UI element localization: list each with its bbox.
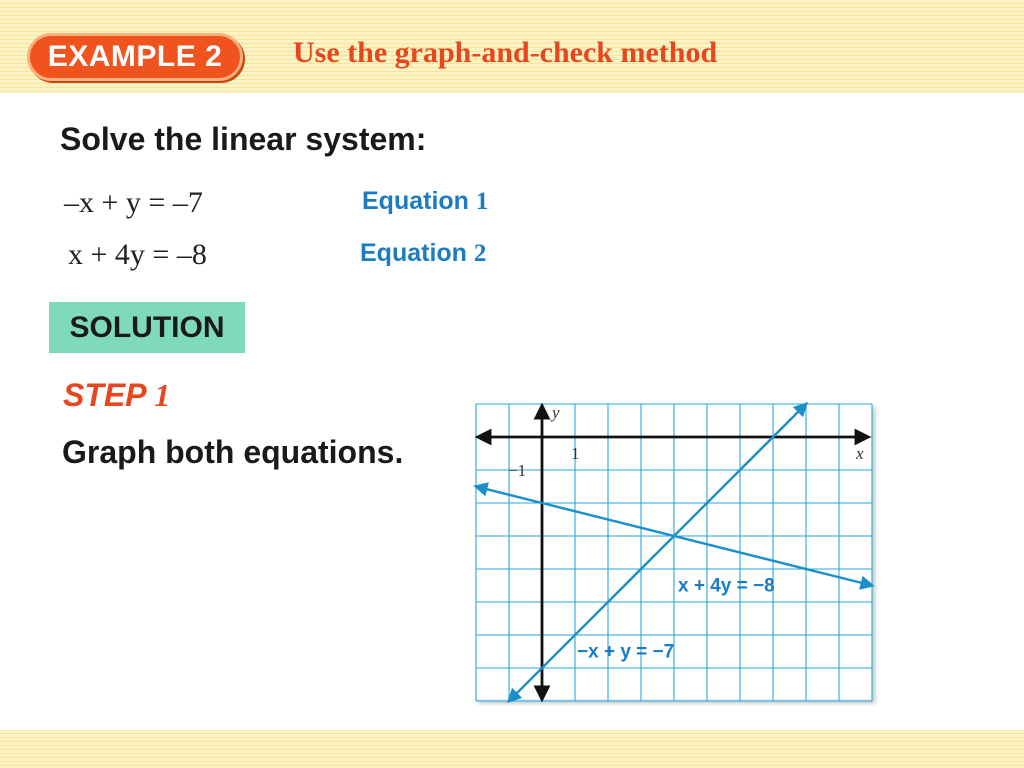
- footer-band: [0, 730, 1024, 768]
- solution-heading-label: SOLUTION: [69, 310, 225, 344]
- x-axis-label: x: [856, 444, 864, 463]
- y-axis-label: y: [552, 403, 560, 422]
- equation-1-label-number: 1: [475, 188, 489, 215]
- y-tick-label: −1: [508, 461, 527, 480]
- coordinate-graph: [470, 400, 880, 706]
- page-title: Use the graph-and-check method: [293, 36, 718, 69]
- example-badge: [27, 33, 243, 81]
- equation-2-label: [360, 239, 486, 268]
- step-heading: [63, 377, 170, 414]
- example-badge-label: EXAMPLE 2: [47, 40, 223, 73]
- equation-2-label-word: Equation: [360, 239, 467, 267]
- line-equation-2-label: x + 4y = −8: [678, 575, 775, 597]
- step-instruction: Graph both equations.: [62, 434, 404, 470]
- equation-2-label-number: 2: [473, 240, 487, 267]
- step-word: STEP: [63, 377, 146, 413]
- x-tick-label: 1: [571, 444, 580, 463]
- equation-1: –x + y = –7: [64, 186, 203, 219]
- equation-1-label: [362, 187, 488, 216]
- line-equation-1-label: −x + y = −7: [577, 641, 675, 663]
- solution-heading: [49, 302, 245, 353]
- equation-2: x + 4y = –8: [68, 238, 207, 271]
- step-number: 1: [154, 377, 171, 413]
- equation-1-label-word: Equation: [362, 187, 469, 215]
- problem-prompt: Solve the linear system:: [60, 121, 427, 157]
